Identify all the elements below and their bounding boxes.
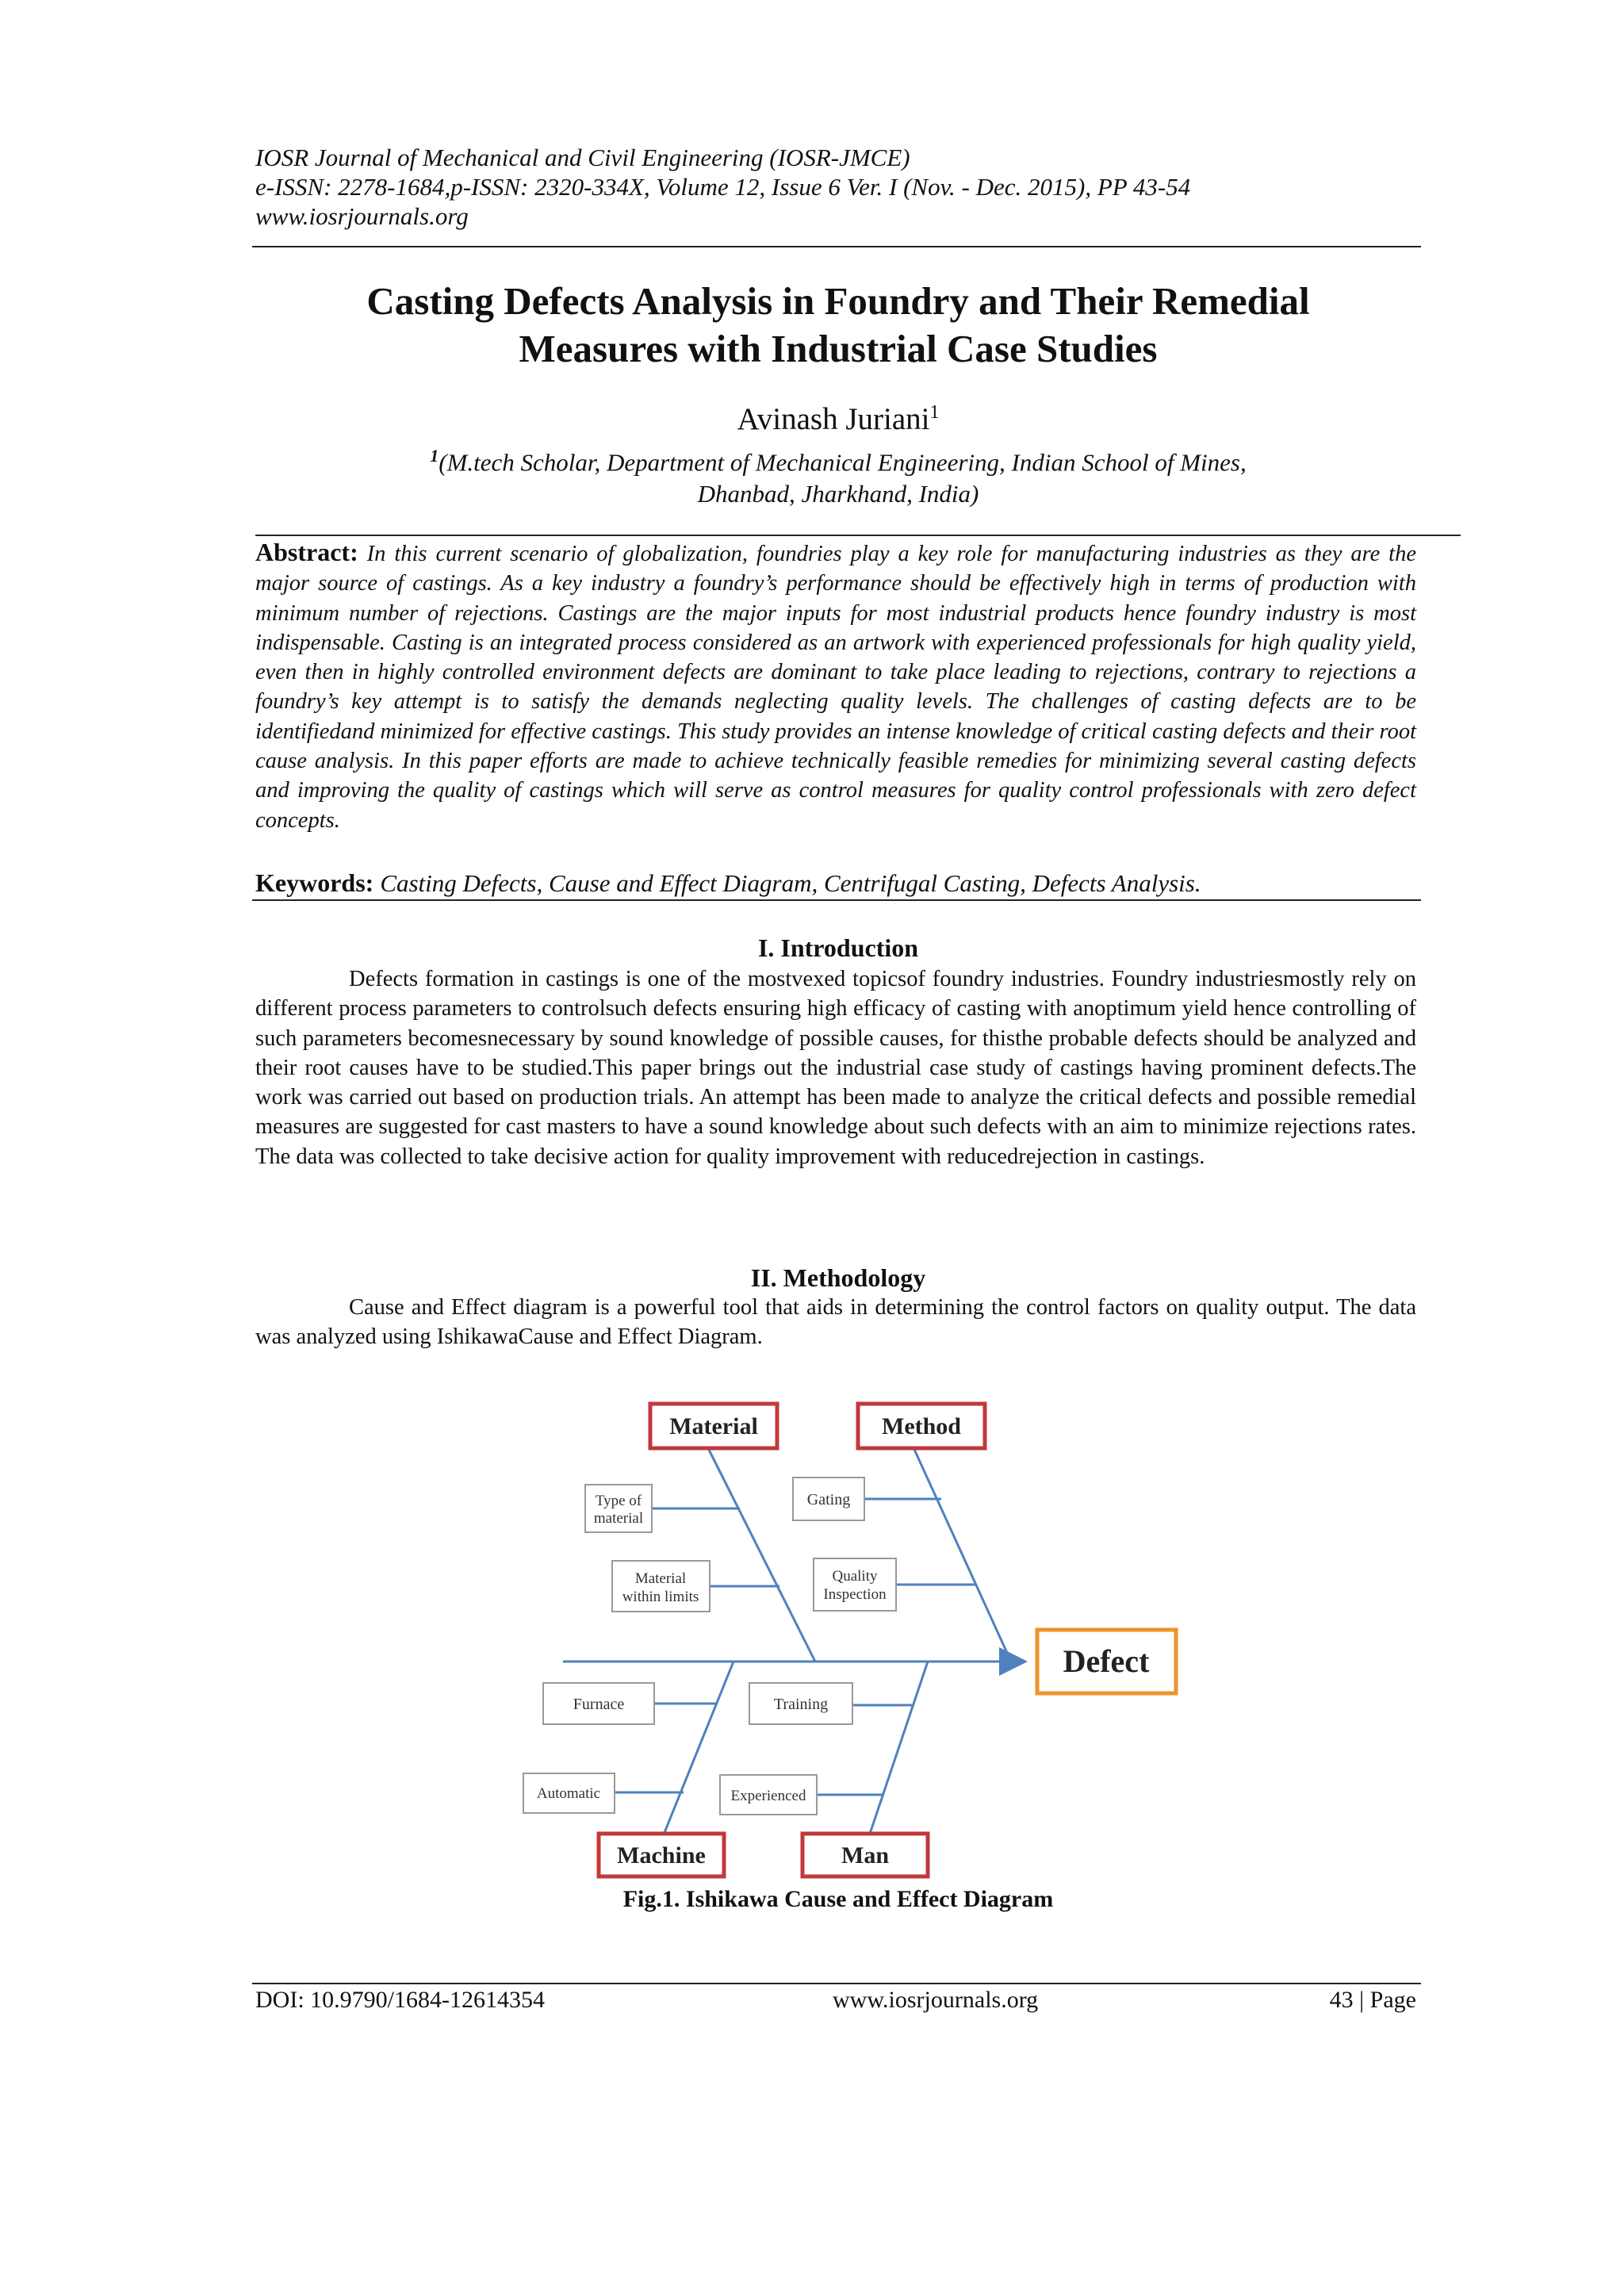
keywords-label: Keywords: [255,868,374,897]
title-line-2: Measures with Industrial Case Studies [519,327,1158,370]
title-line-1: Casting Defects Analysis in Foundry and Their Remedial [366,279,1310,323]
category-man-label: Man [841,1842,889,1869]
cause-type-of-material [585,1485,652,1532]
affiliation [255,440,1421,510]
cause-furnace-label: Furnace [573,1696,625,1713]
footer-website[interactable]: www.iosrjournals.org [833,1987,1039,2013]
cause-gating-label: Gating [806,1491,851,1508]
cause-quality-inspection [814,1558,896,1611]
author [255,394,1421,438]
effect-label: Defect [1063,1643,1150,1679]
footer-rule [252,1983,1421,1984]
abstract [255,538,1416,835]
bone-material [702,1435,815,1662]
author-sup: 1 [929,402,940,423]
cause-quality-inspection-line-2: Inspection [823,1586,887,1603]
abstract-text: In this current scenario of globalization, foundries play a key role for manufacturing industries as they are the major source of castings. As a key industry a foundry’s performance should be effectively high in terms of production with minimum number of rejections. Castings are the major inputs for most industrial products hence foundry industry is most indispensable. Casting is an integrated process considered as an artwork with experienced professionals for high quality yield, even then in highly controlled environment defects are dominant to take place leading to rejections, contrary to rejections a foundry’s key attempt is to satisfy the demands neglecting quality levels. The challenges of casting defects are to be identifiedand minimized for effective castings. This study provides an intense knowledge of critical casting defects and their root cause analysis. In this paper efforts are made to achieve technically feasible remedies for minimizing several casting defects and improving the quality of castings which will serve as control measures for quality control professionals with zero defect concepts. [255,542,1417,833]
category-machine-label: Machine [617,1842,706,1869]
section-methodology-heading: II. Methodology [750,1263,926,1292]
bone-man [868,1662,928,1838]
cause-type-of-material-line-2: material [593,1510,644,1527]
footer-page-number: 43 | Page [1329,1987,1416,2013]
figure-caption: Fig.1. Ishikawa Cause and Effect Diagram [622,1886,1054,1912]
cause-type-of-material-line-1: Type of [595,1493,642,1509]
category-method-label: Method [882,1413,961,1439]
cause-furnace [543,1683,654,1724]
cause-automatic [523,1773,615,1813]
cause-material-within-limits-line-1: Material [634,1570,687,1587]
category-method [858,1404,985,1448]
cause-quality-inspection-line-1: Quality [832,1568,878,1585]
abstract-label: Abstract: [255,538,358,566]
category-material [650,1404,777,1448]
cause-training-label: Training [773,1696,829,1713]
journal-header [255,143,1421,231]
author-name: Avinash Juriani [737,402,930,436]
ishikawa-diagram [515,1388,1189,1888]
journal-name: IOSR Journal of Mechanical and Civil Engineering (IOSR-JMCE) [255,144,910,171]
cause-automatic-label: Automatic [536,1785,601,1802]
cause-experienced [720,1775,817,1815]
section-introduction-heading: I. Introduction [757,933,919,962]
cause-gating [793,1478,864,1520]
footer-doi: DOI: 10.9790/1684-12614354 [255,1987,545,2013]
cause-experienced-label: Experienced [730,1788,806,1804]
methodology-paragraph: Cause and Effect diagram is a powerful tool that aids in determining the control factors on quality output. The data was analyzed using IshikawaCause and Effect Diagram. [255,1295,1416,1350]
keywords [255,868,1421,899]
affiliation-sup: 1 [430,446,439,466]
affiliation-line-1: (M.tech Scholar, Department of Mechanical Engineering, Indian School of Mines, [439,448,1247,477]
introduction-paragraph: Defects formation in castings is one of the mostvexed topicsof foundry industries. Foundry industriesmostly rely on different process parameters to controlsuch defects ensuring high efficacy of casting with anoptimum yield hence controlling of such parameters becomesnecessary by sound knowledge of possible causes, for thisthe probable defects should be analyzed and their root causes have to be studied.This paper brings out the industrial case study of castings having prominent defects.The work was carried out based on production trials. An attempt has been made to analyze the critical defects and possible remedial measures are suggested for cast masters to have a sound knowledge about such defects with an aim to minimize rejections rates. The data was collected to take decisive action for quality improvement with reducedrejection in castings. [255,967,1416,1169]
cause-training [749,1683,852,1724]
category-material-label: Material [669,1413,758,1439]
header-rule [252,246,1421,247]
cause-material-within-limits [612,1561,710,1612]
category-man [802,1834,928,1876]
introduction-text [255,964,1416,1171]
paper-title [255,278,1421,373]
keywords-rule [252,899,1421,901]
methodology-text [255,1293,1416,1352]
cause-material-within-limits-line-2: within limits [622,1589,699,1605]
effect-defect [1037,1630,1176,1693]
abstract-top-rule [255,535,1461,536]
affiliation-line-2: Dhanbad, Jharkhand, India) [697,480,979,508]
journal-website[interactable]: www.iosrjournals.org [255,202,469,230]
journal-issn: e-ISSN: 2278-1684,p-ISSN: 2320-334X, Volume 12, Issue 6 Ver. I (Nov. - Dec. 2015), PP 43-54 [255,173,1191,201]
keywords-text: Casting Defects, Cause and Effect Diagram, Centrifugal Casting, Defects Analysis. [380,869,1201,897]
category-machine [599,1834,724,1876]
bone-method [908,1435,1011,1662]
